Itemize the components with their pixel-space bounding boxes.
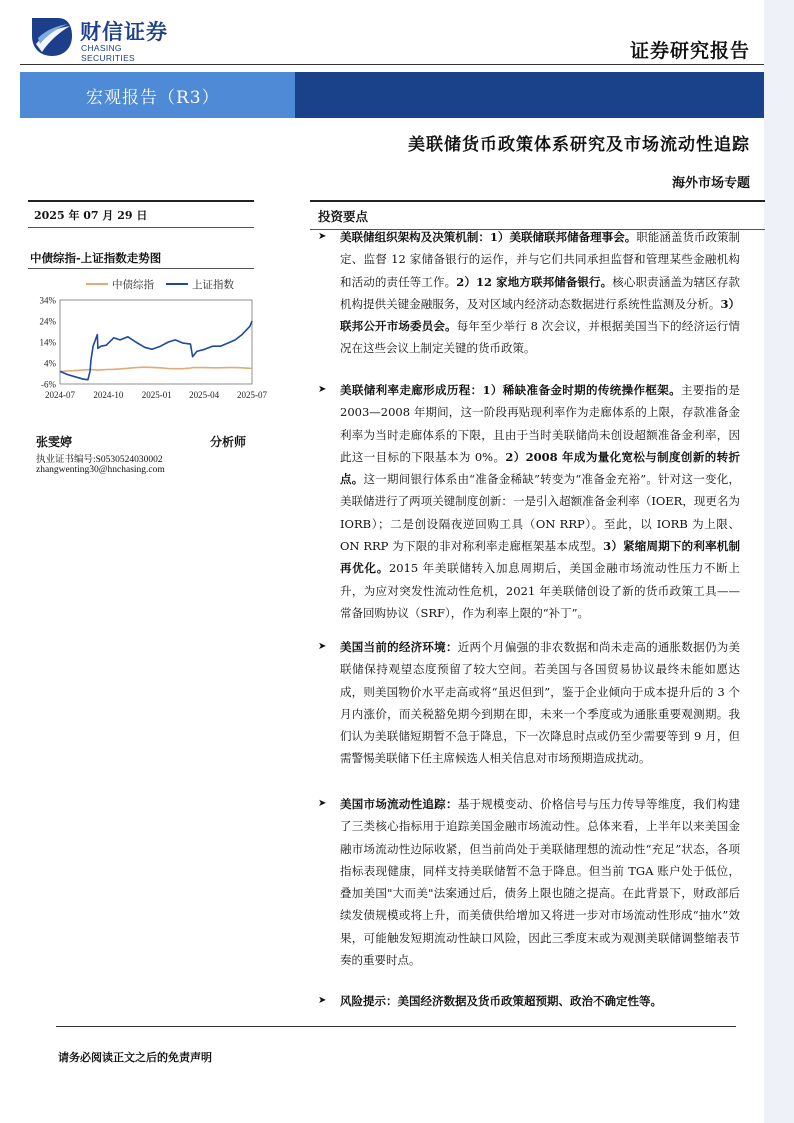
key-point-body: 2015 年美联储转入加息周期后，美国金融市场流动性压力不断上升，为应对突发性流动性危机，2021 年美联储创设了新的货币政策工具——常备回购协议（SRF），作为利率上限的“补丁”。 [340,561,741,620]
logo-english-name: CHASING SECURITIES [81,43,136,63]
x-tick-label: 2024-10 [93,390,124,400]
sidebar-info [28,200,254,228]
key-points-heading: 投资要点 [318,209,369,224]
y-tick-label: 14% [39,337,56,348]
y-tick-label: 34% [39,295,56,306]
report-category-banner [20,72,764,118]
chart-title-rule [28,268,254,269]
legend-label: 上证指数 [192,279,234,291]
footer-divider [56,1026,736,1027]
analyst-role: 分析师 [210,435,247,449]
x-tick-label: 2025-04 [189,390,220,400]
company-logo [28,14,178,63]
chart-plot-frame [60,300,252,384]
report-date: 2025 年 07 月 29 日 [34,209,148,222]
y-tick-label: -6% [41,379,56,390]
key-point-text [310,793,740,971]
legend-label: 中债综指 [112,279,154,291]
disclaimer-notice: 请务必阅读正文之后的免责声明 [58,1051,212,1064]
report-category-label: 宏观报告（R3） [86,88,220,108]
chart-title: 中债综指-上证指数走势图 [30,251,162,265]
y-tick-label: 4% [44,358,56,369]
y-tick-label: 24% [39,316,56,327]
key-point-economy [310,636,740,770]
key-point-emphasis: 美国当前的经济环境： [340,640,458,654]
bullet-arrow-icon: ➤ [318,641,327,652]
key-point-body: 每年至少举行 8 次会议，并根据美国当下的经济运行情况在这些会议上制定关键的货币政策。 [340,319,741,356]
sidebar-date-rule [28,227,254,228]
key-point-text [310,990,740,1012]
series-line-sse-index [60,321,252,380]
header-divider [20,64,764,65]
key-point-body: 基于规模变动、价格信号与压力传导等维度，我们构建了三类核心指标用于追踪美国金融市场流动性。总体来看，上半年以来美国金融市场流动性边际收紧，但当前尚处于美联储理想的流动性“充足”状态，各项指标表现健康，同样支持美联储暂不急于降息。但当前 TGA 账户处于低位，叠加美国"大而美"法案通过后，债务上限也随之提高。在此背景下，财政部后续发债规模或将上升，而美债供给增加又将进一步对市场流动性形成“抽水”效果，可能触发短期流动性缺口风险，因此三季度末或为观测美联储调整缩表节奏的重要时点。 [340,797,741,968]
key-point-text [310,226,740,360]
key-point-liquidity [310,793,740,971]
key-point-body: 职能涵盖货币政策制定、监督 12 家储备银行的运作，并与它们共同承担监督和管理某些金融机构和活动的责任等工作。 [340,230,741,289]
report-type-label: 证券研究报告 [629,40,750,62]
key-point-emphasis: 美联储组织架构及决策机制：1）美联储联邦储备理事会。 [340,230,637,244]
key-point-emphasis: 2）2008 年成为量化宽松与制度创新的转折点。 [340,449,740,487]
analyst-name: 张雯婷 [36,435,73,449]
key-point-organization [310,226,740,360]
key-point-emphasis: 美国市场流动性追踪： [340,797,458,811]
analyst-email[interactable]: zhangwenting30@hnchasing.com [36,465,165,475]
report-title: 美联储货币政策体系研究及市场流动性追踪 [408,135,750,155]
key-point-emphasis: 3）紧缩周期下的利率机制再优化。 [340,539,740,576]
series-line-bond-index [60,367,252,371]
key-point-text [310,636,740,770]
key-point-risk [310,990,740,1012]
key-point-emphasis: 美联储利率走廊形成历程：1）稀缺准备金时期的传统操作框架。 [340,383,681,397]
logo-mark-icon [28,14,74,58]
analyst-certificate: 执业证书编号:S0530524030002 [36,455,163,465]
key-point-body: 近两个月偏强的非农数据和尚未走高的通胀数据仍为美联储保持观望态度预留了较大空间。若美国与各国贸易协议最终未能如愿达成，则美国物价水平走高或将“虽迟但到”，鉴于企业倾向于成本提升后的 3 个月内涨价，而关税豁免期今到期在即，未来一个季度或为通胀重要观测期。我们认为美联储短期暂不急于降息，下一次降息时点或仍至少需要等到 9 月，但需警惕美联储下任主席候选人相关信息对市场预期造成扰动。 [340,640,741,766]
key-point-text [310,379,740,624]
index-trend-chart [28,272,267,412]
key-point-rate-corridor [310,379,740,624]
report-subtitle: 海外市场专题 [671,176,750,191]
x-tick-label: 2025-01 [141,390,172,400]
key-point-body: 这一期间银行体系由“准备金稀缺”转变为“准备金充裕”。针对这一变化，美联储进行了两项关键制度创新：一是引入超额准备金利率（IOER，现更名为 IORB）；二是创设隔夜逆回购工具（ON RRP）。至此，以 IORB 为上限、ON RRP 为下限的非对称利率走廊框架基本成型。 [340,472,741,554]
bullet-arrow-icon: ➤ [318,798,327,809]
key-point-emphasis: 3）联邦公开市场委员会。 [340,296,740,334]
logo-chinese-name: 财信证券 [80,20,168,44]
x-tick-label: 2024-07 [45,390,75,400]
bullet-arrow-icon: ➤ [318,231,327,242]
page-side-strip [764,0,794,1123]
bullet-arrow-icon: ➤ [318,384,327,395]
key-point-body: 核心职责涵盖为辖区存款机构提供关键金融服务，及对区域内经济动态数据进行系统性监测及分析。 [340,274,741,311]
key-point-body: 主要指的是 2003—2008 年期间，这一阶段再贴现利率作为走廊体系的上限，存款准备金利率为当时走廊体系的下限，且由于当时美联储尚未创设超额准备金利率，因此这一目标的下限基本为 0%。 [340,383,740,464]
key-point-emphasis: 风险提示：美国经济数据及货币政策超预期、政治不确定性等。 [340,994,662,1008]
bullet-arrow-icon: ➤ [318,995,327,1006]
x-tick-label: 2025-07 [237,390,267,400]
key-point-emphasis: 2）12 家地方联邦储备银行。 [456,274,613,289]
